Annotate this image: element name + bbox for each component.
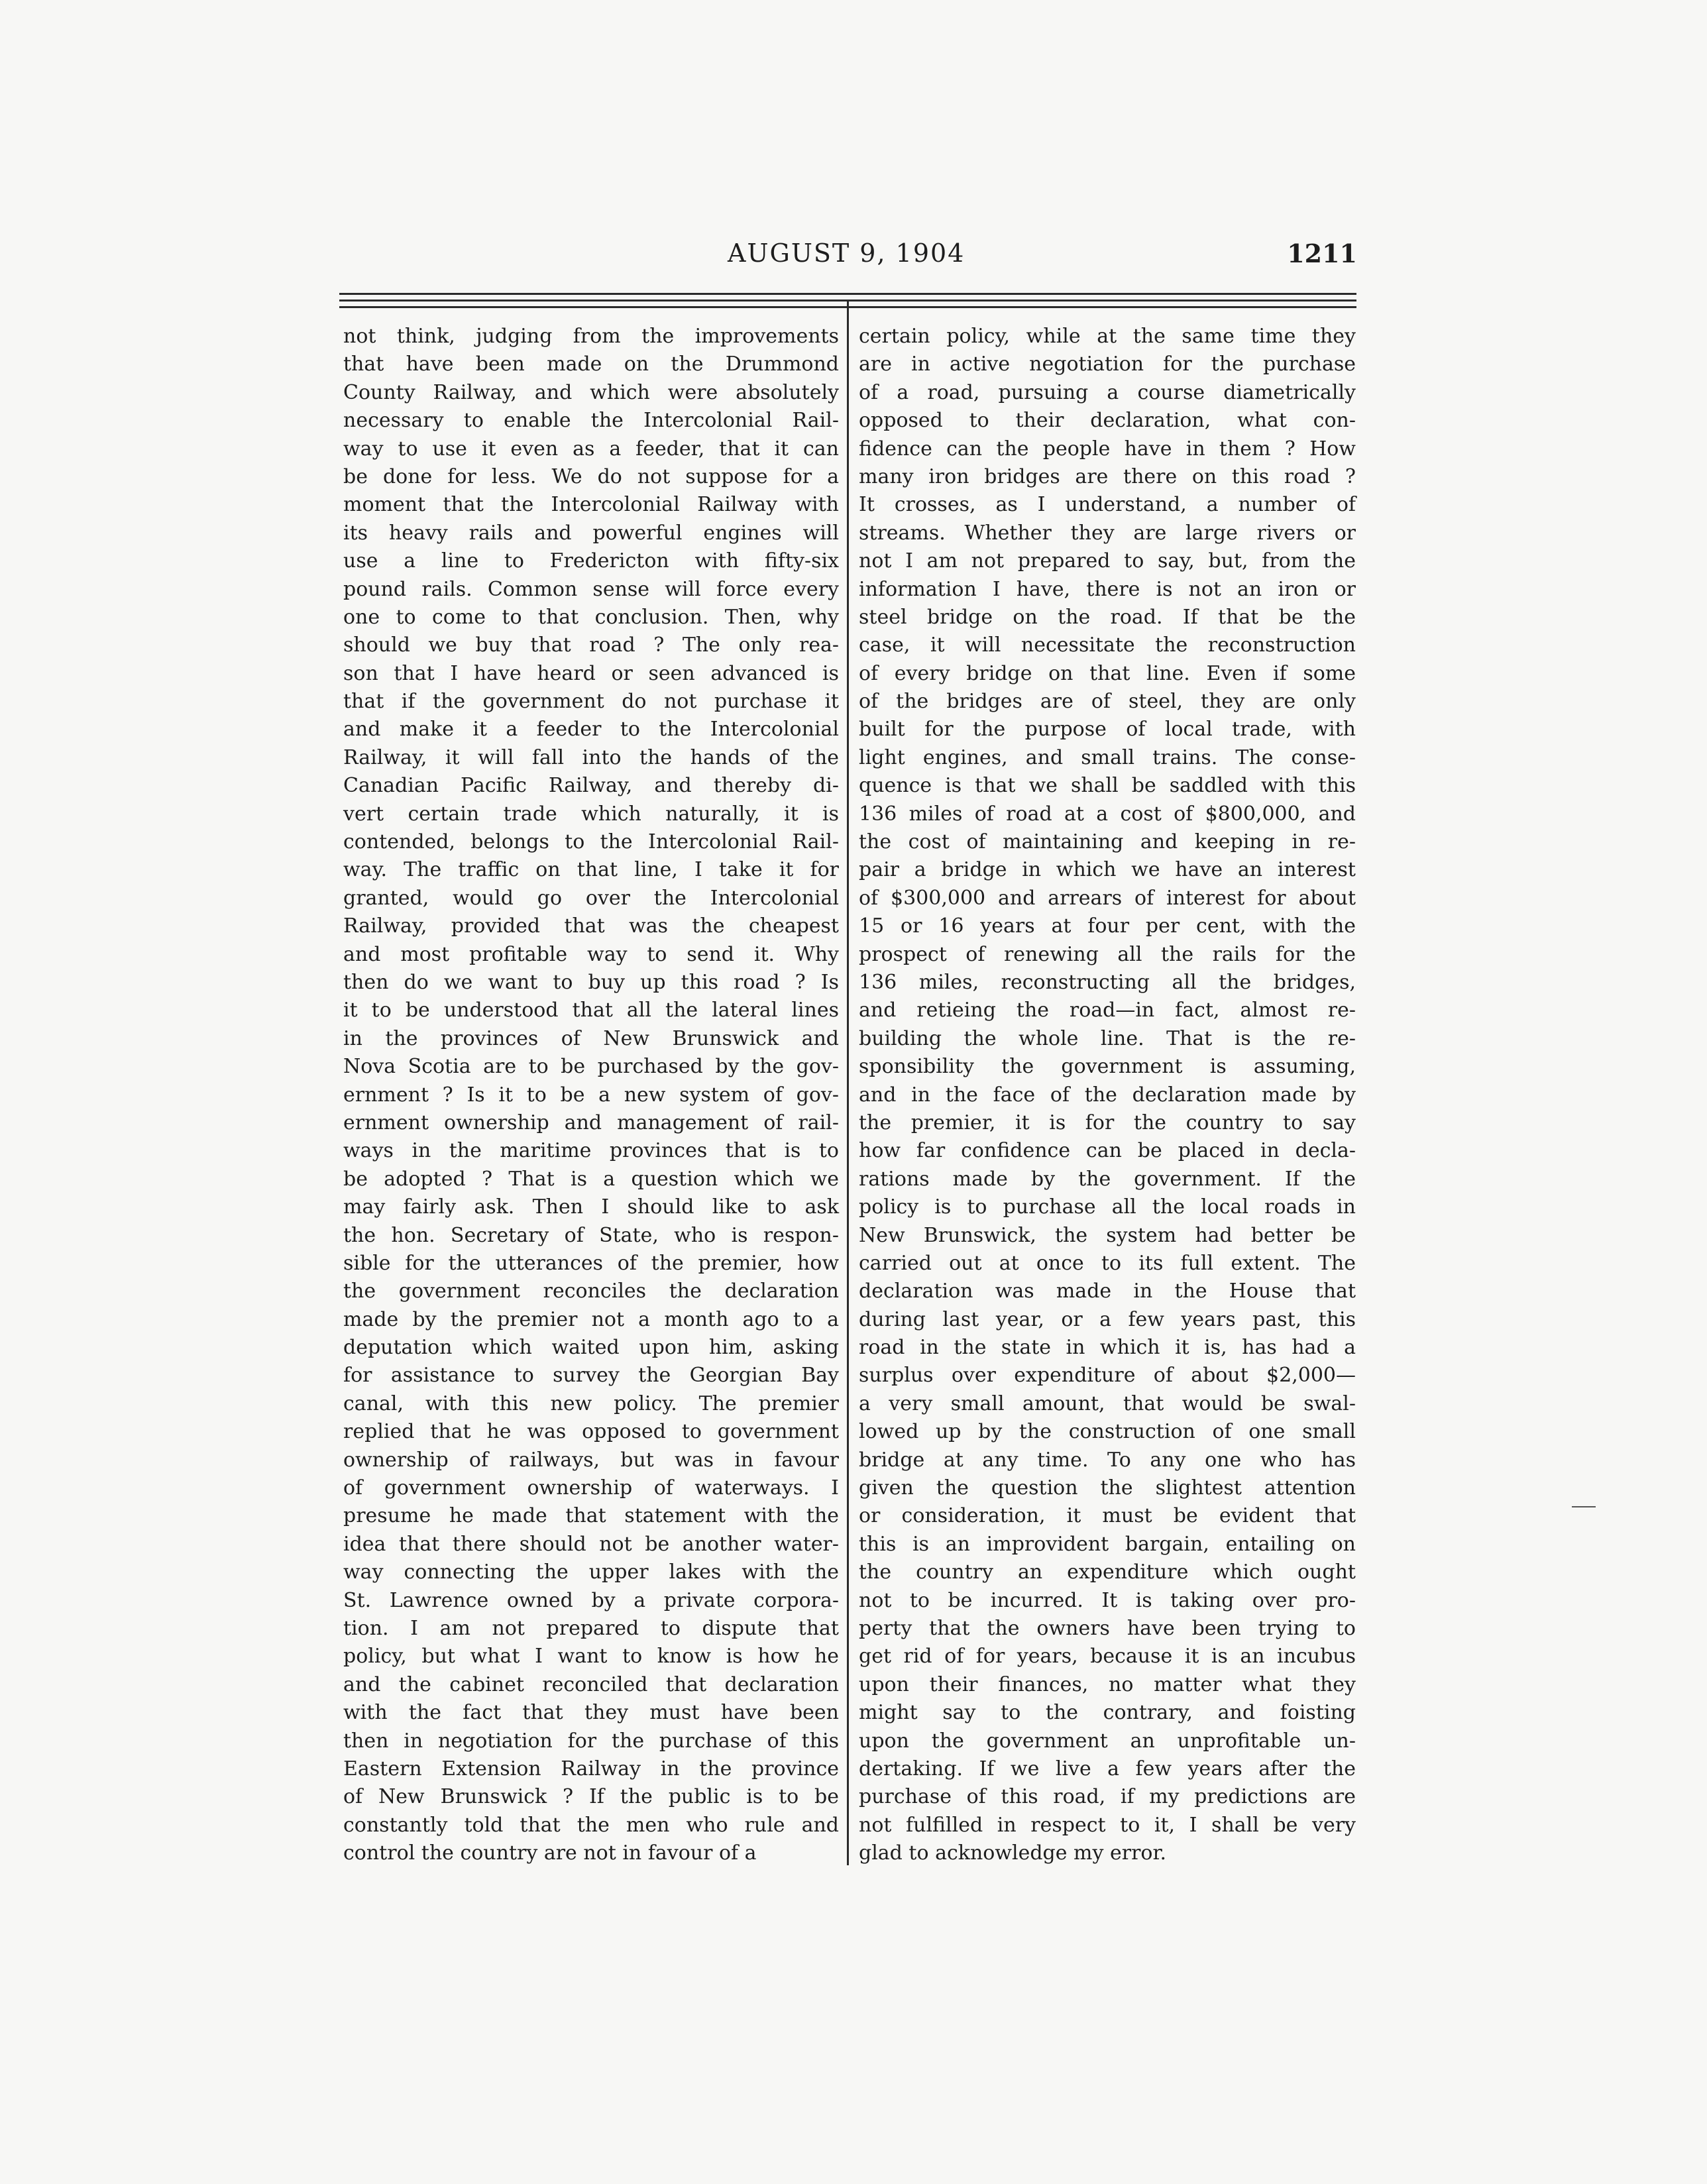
- text-line: not I am not prepared to say, but, from the: [859, 549, 1356, 573]
- text-line: contended, belongs to the Intercolonial Rail-: [343, 830, 839, 854]
- text-line: one to come to that conclusion. Then, why: [343, 605, 839, 629]
- text-line: pound rails. Common sense will force every: [343, 577, 839, 601]
- text-line: lowed up by the construction of one small: [859, 1420, 1356, 1444]
- text-line: canal, with this new policy. The premier: [343, 1392, 839, 1415]
- text-line: in the provinces of New Brunswick and: [343, 1026, 839, 1050]
- page-date: AUGUST 9, 1904: [728, 239, 965, 268]
- text-line: vert certain trade which naturally, it is: [343, 802, 839, 826]
- text-line: New Brunswick, the system had better be: [859, 1223, 1356, 1247]
- text-line: Railway, it will fall into the hands of the: [343, 745, 839, 769]
- text-line: are in active negotiation for the purchase: [859, 353, 1356, 376]
- text-line: and retieing the road—in fact, almost re-: [859, 999, 1356, 1022]
- text-line: use a line to Fredericton with fifty-six: [343, 549, 839, 573]
- text-line: control the country are not in favour of a: [343, 1841, 757, 1865]
- text-line: not think, judging from the improvements: [343, 325, 839, 348]
- text-line: should we buy that road ? The only rea-: [343, 633, 839, 657]
- text-line: policy, but what I want to know is how he: [343, 1645, 839, 1668]
- text-line: this is an improvident bargain, entailing on: [859, 1532, 1356, 1556]
- text-line: ways in the maritime provinces that is to: [343, 1139, 839, 1163]
- text-line: idea that there should not be another water-: [343, 1532, 839, 1556]
- text-line: during last year, or a few years past, this: [859, 1307, 1356, 1331]
- text-line: how far confidence can be placed in decla-: [859, 1139, 1356, 1163]
- text-line: of the bridges are of steel, they are only: [859, 690, 1356, 714]
- text-line: a very small amount, that would be swal-: [859, 1392, 1356, 1415]
- text-line: way. The traffic on that line, I take it for: [343, 858, 839, 882]
- text-line: County Railway, and which were absolutely: [343, 380, 839, 404]
- text-line: the country an expenditure which ought: [859, 1560, 1356, 1584]
- text-line: of every bridge on that line. Even if some: [859, 661, 1356, 685]
- text-line: purchase of this road, if my predictions are: [859, 1785, 1356, 1809]
- right-column: [859, 323, 1356, 1867]
- text-line: perty that the owners have been trying to: [859, 1616, 1356, 1640]
- text-line: 136 miles, reconstructing all the bridges,: [859, 970, 1356, 994]
- text-line: ernment ? Is it to be a new system of gov-: [343, 1083, 839, 1107]
- page-number: 1211: [1287, 239, 1357, 268]
- text-line: replied that he was opposed to government: [343, 1420, 839, 1444]
- text-line: and make it a feeder to the Intercolonial: [343, 718, 839, 741]
- text-line: the cost of maintaining and keeping in re-: [859, 830, 1356, 854]
- text-line: presume he made that statement with the: [343, 1504, 839, 1528]
- text-line: sible for the utterances of the premier, how: [343, 1251, 839, 1275]
- text-line: built for the purpose of local trade, with: [859, 718, 1356, 741]
- text-line: its heavy rails and powerful engines will: [343, 521, 839, 545]
- text-line: fidence can the people have in them ? How: [859, 437, 1356, 461]
- text-line: way connecting the upper lakes with the: [343, 1560, 839, 1584]
- text-line: Eastern Extension Railway in the province: [343, 1757, 839, 1780]
- margin-mark: [1572, 1506, 1596, 1507]
- text-line: St. Lawrence owned by a private corpora-: [343, 1588, 839, 1612]
- text-line: road in the state in which it is, has had a: [859, 1336, 1356, 1360]
- text-line: not fulfilled in respect to it, I shall be very: [859, 1813, 1356, 1837]
- text-line: of $300,000 and arrears of interest for about: [859, 886, 1356, 910]
- text-line: for assistance to survey the Georgian Bay: [343, 1364, 839, 1388]
- text-line: moment that the Intercolonial Railway with: [343, 493, 839, 517]
- text-line: surplus over expenditure of about $2,000—: [859, 1364, 1356, 1388]
- text-line: given the question the slightest attention: [859, 1476, 1356, 1500]
- text-line: that have been made on the Drummond: [343, 353, 839, 376]
- text-line: be adopted ? That is a question which we: [343, 1167, 839, 1191]
- text-line: be done for less. We do not suppose for a: [343, 464, 839, 488]
- text-line: information I have, there is not an iron or: [859, 577, 1356, 601]
- text-line: the hon. Secretary of State, who is respon-: [343, 1223, 839, 1247]
- text-line: and most profitable way to send it. Why: [343, 942, 839, 966]
- text-line: and the cabinet reconciled that declaration: [343, 1672, 839, 1696]
- text-line: 136 miles of road at a cost of $800,000, and: [859, 802, 1356, 826]
- text-line: steel bridge on the road. If that be the: [859, 605, 1356, 629]
- text-line: quence is that we shall be saddled with this: [859, 774, 1356, 798]
- text-line: rations made by the government. If the: [859, 1167, 1356, 1191]
- text-line: and in the face of the declaration made by: [859, 1083, 1356, 1107]
- text-line: building the whole line. That is the re-: [859, 1026, 1356, 1050]
- text-line: granted, would go over the Intercolonial: [343, 886, 839, 910]
- text-line: ernment ownership and management of rail-: [343, 1111, 839, 1134]
- text-line: of New Brunswick ? If the public is to be: [343, 1785, 839, 1809]
- text-line: many iron bridges are there on this road ?: [859, 464, 1356, 488]
- page-header: [337, 239, 1357, 278]
- text-line: or consideration, it must be evident that: [859, 1504, 1356, 1528]
- text-line: constantly told that the men who rule and: [343, 1813, 839, 1837]
- text-line: upon their finances, no matter what they: [859, 1672, 1356, 1696]
- text-line: the government reconciles the declaration: [343, 1280, 839, 1303]
- text-line: the premier, it is for the country to say: [859, 1111, 1356, 1134]
- text-line: get rid of for years, because it is an incubus: [859, 1645, 1356, 1668]
- column-divider: [847, 301, 849, 1865]
- text-line: declaration was made in the House that: [859, 1280, 1356, 1303]
- text-line: glad to acknowledge my error.: [859, 1841, 1167, 1865]
- text-line: opposed to their declaration, what con-: [859, 409, 1356, 433]
- text-line: streams. Whether they are large rivers or: [859, 521, 1356, 545]
- text-line: It crosses, as I understand, a number of: [859, 493, 1356, 517]
- text-line: Nova Scotia are to be purchased by the gov-: [343, 1055, 839, 1079]
- text-line: upon the government an unprofitable un-: [859, 1729, 1356, 1753]
- text-line: then do we want to buy up this road ? Is: [343, 970, 839, 994]
- text-line: made by the premier not a month ago to a: [343, 1307, 839, 1331]
- text-line: Canadian Pacific Railway, and thereby di-: [343, 774, 839, 798]
- text-line: dertaking. If we live a few years after the: [859, 1757, 1356, 1780]
- text-line: with the fact that they must have been: [343, 1701, 839, 1725]
- text-line: necessary to enable the Intercolonial Rail-: [343, 409, 839, 433]
- text-line: light engines, and small trains. The conse-: [859, 745, 1356, 769]
- text-line: then in negotiation for the purchase of this: [343, 1729, 839, 1753]
- text-line: that if the government do not purchase it: [343, 690, 839, 714]
- header-rule-top: [339, 293, 1356, 295]
- text-line: prospect of renewing all the rails for the: [859, 942, 1356, 966]
- text-line: deputation which waited upon him, asking: [343, 1336, 839, 1360]
- text-line: Railway, provided that was the cheapest: [343, 914, 839, 938]
- text-line: ownership of railways, but was in favour: [343, 1448, 839, 1472]
- text-line: pair a bridge in which we have an interest: [859, 858, 1356, 882]
- text-line: certain policy, while at the same time they: [859, 325, 1356, 348]
- text-line: sponsibility the government is assuming,: [859, 1055, 1356, 1079]
- text-line: tion. I am not prepared to dispute that: [343, 1616, 839, 1640]
- text-line: it to be understood that all the lateral lines: [343, 999, 839, 1022]
- text-line: carried out at once to its full extent. The: [859, 1251, 1356, 1275]
- text-line: case, it will necessitate the reconstruction: [859, 633, 1356, 657]
- left-column: [343, 323, 839, 1867]
- text-line: of government ownership of waterways. I: [343, 1476, 839, 1500]
- text-line: bridge at any time. To any one who has: [859, 1448, 1356, 1472]
- text-line: son that I have heard or seen advanced is: [343, 661, 839, 685]
- text-line: may fairly ask. Then I should like to ask: [343, 1195, 839, 1219]
- text-line: way to use it even as a feeder, that it can: [343, 437, 839, 461]
- text-line: not to be incurred. It is taking over pro-: [859, 1588, 1356, 1612]
- text-line: of a road, pursuing a course diametrically: [859, 380, 1356, 404]
- text-line: policy is to purchase all the local roads in: [859, 1195, 1356, 1219]
- text-line: might say to the contrary, and foisting: [859, 1701, 1356, 1725]
- text-line: 15 or 16 years at four per cent, with the: [859, 914, 1356, 938]
